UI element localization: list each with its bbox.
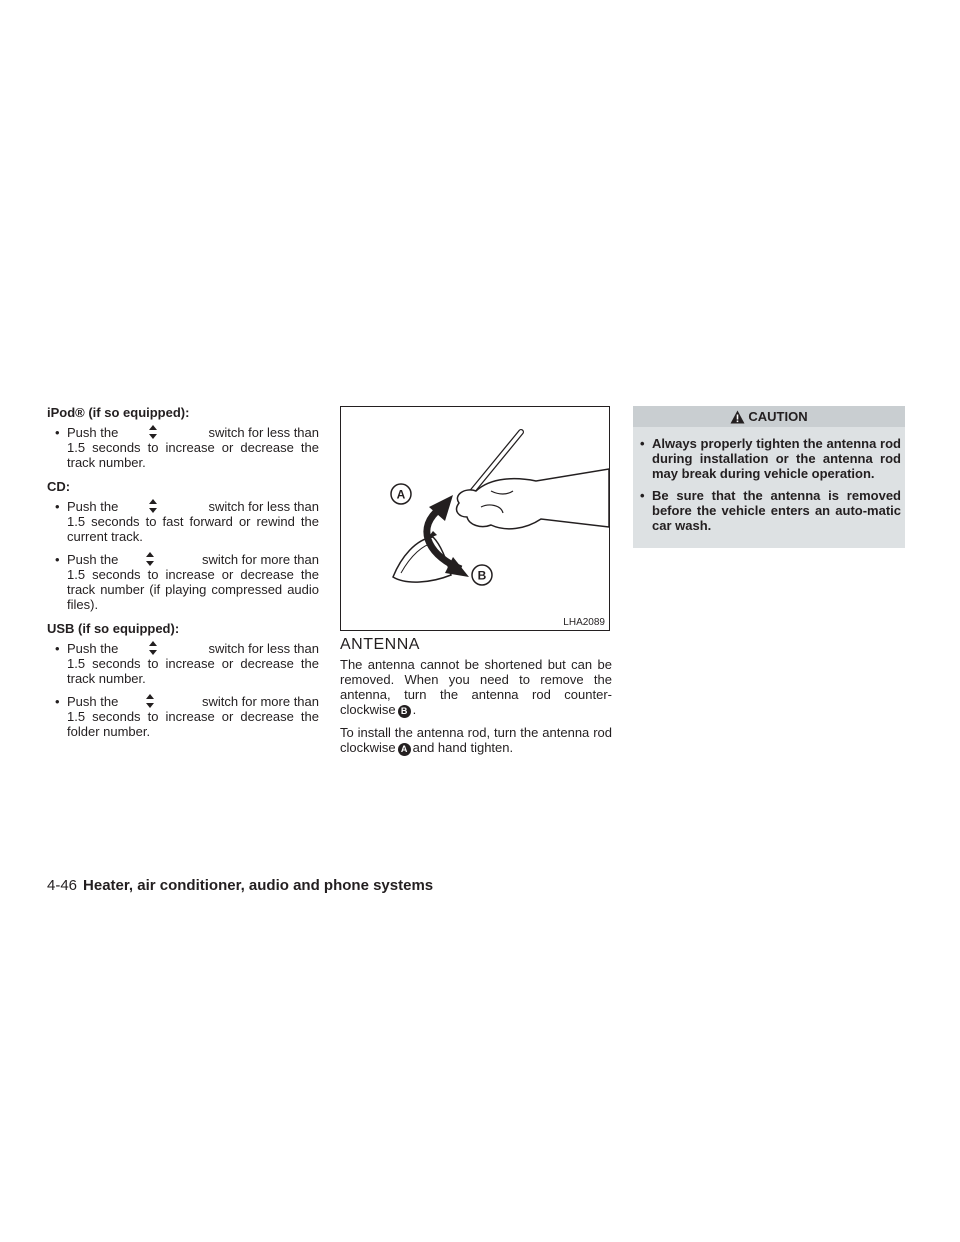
- caution-item-2: • Be sure that the antenna is removed before the vehicle enters an auto-matic car wash.: [640, 488, 901, 533]
- bullet-dot: •: [55, 425, 60, 440]
- caution-item-1: • Always properly tighten the antenna rod during installation or the antenna rod may break during vehicle operation.: [640, 436, 901, 481]
- figure-code: LHA2089: [563, 617, 605, 628]
- usb-heading: USB (if so equipped):: [47, 621, 180, 636]
- warning-icon: [730, 410, 745, 424]
- up-down-switch-icon: [147, 499, 159, 513]
- marker-b: B: [398, 705, 411, 718]
- up-down-switch-icon: [144, 552, 156, 566]
- bullet-dot: •: [55, 641, 60, 656]
- antenna-illustration: [341, 407, 609, 630]
- bullet-dot: •: [55, 499, 60, 514]
- up-down-switch-icon: [147, 641, 159, 655]
- caution-title: CAUTION: [748, 409, 808, 424]
- ipod-bullet-1: • Push the switch for less than 1.5 seconds to increase or decrease the track number.: [55, 425, 319, 470]
- usb-bullet-2: • Push the switch for more than 1.5 seconds to increase or decrease the folder number.: [55, 694, 319, 739]
- cd-heading: CD:: [47, 479, 71, 494]
- antenna-text: [340, 657, 612, 763]
- antenna-paragraph-2: To install the antenna rod, turn the antenna rod clockwise A and hand tighten.: [340, 725, 612, 755]
- up-down-switch-icon: [147, 425, 159, 439]
- marker-a: A: [398, 743, 411, 756]
- antenna-title: ANTENNA: [340, 636, 420, 653]
- bullet-dot: •: [55, 694, 60, 709]
- caution-header: [633, 406, 905, 427]
- left-column: [47, 404, 319, 747]
- chapter-title: Heater, air conditioner, audio and phone systems: [83, 877, 434, 894]
- figure-label-b: B: [477, 568, 487, 583]
- figure-label-a: A: [396, 487, 406, 502]
- caution-box: [633, 406, 905, 548]
- ipod-heading: iPod® (if so equipped):: [47, 405, 190, 420]
- cd-bullet-1: • Push the switch for less than 1.5 seconds to fast forward or rewind the current track.: [55, 499, 319, 544]
- antenna-figure: [340, 406, 610, 631]
- cd-bullet-2: • Push the switch for more than 1.5 seconds to increase or decrease the track number (if playing compressed audio files).: [55, 552, 319, 612]
- bullet-dot: •: [55, 552, 60, 567]
- page-number: 4-46: [47, 877, 78, 894]
- page-footer: [47, 877, 433, 894]
- antenna-paragraph-1: The antenna cannot be shortened but can be removed. When you need to remove the antenna, turn the antenna rod counter-clockwise B .: [340, 657, 612, 717]
- usb-bullet-1: • Push the switch for less than 1.5 seconds to increase or decrease the track number.: [55, 641, 319, 686]
- up-down-switch-icon: [144, 694, 156, 708]
